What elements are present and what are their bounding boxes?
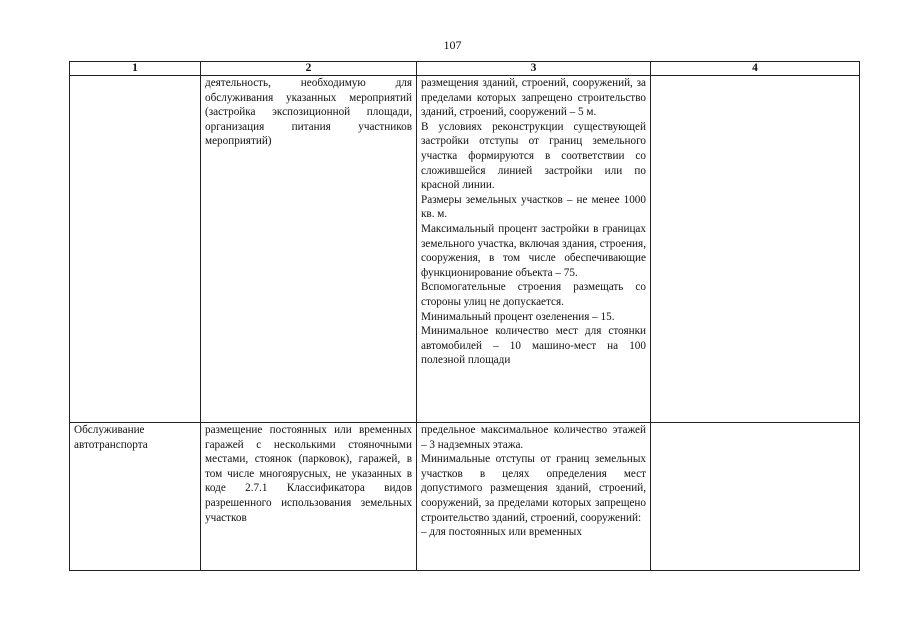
column-header: 2 [201, 62, 417, 76]
table-header-row [70, 62, 860, 76]
table-row [70, 423, 860, 571]
parameter-paragraph: Минимальные отступы от границ земельных участков в целях определения мест допустимого размещения зданий, строений, сооружений, за пределами которых запрещено строительство зданий, строений, сооружений: [421, 453, 646, 524]
column-header: 3 [417, 62, 651, 76]
parameter-paragraph: размещения зданий, строений, сооружений, за пределами которых запрещено строительство зданий, строений, сооружений – 5 м. [421, 77, 646, 119]
table-cell-notes [651, 423, 860, 571]
table-cell-description: деятельность, необходимую для обслуживания указанных мероприятий (застройка экспозиционной площади, организация питания участников мероприятий) [201, 76, 417, 423]
parameter-paragraph: предельное максимальное количество этажей – 3 надземных этажа. [421, 424, 646, 451]
table-cell-description: размещение постоянных или временных гаражей с несколькими стояночными местами, стоянок (парковок), гаражей, в том числе многоярусных, не указанных в коде 2.7.1 Классификатора видов разрешенного использования земельных участков [201, 423, 417, 571]
zoning-table [69, 61, 860, 571]
table-cell-parameters [417, 76, 651, 423]
column-header: 4 [651, 62, 860, 76]
table-cell-use-name [70, 76, 201, 423]
table-cell-notes [651, 76, 860, 423]
parameter-paragraph: Максимальный процент застройки в границах земельного участка, включая здания, строения, сооружения, в том числе обеспечивающие функционирование объекта – 75. [421, 222, 646, 279]
table-row [70, 76, 860, 423]
page-number: 107 [443, 38, 462, 52]
parameter-paragraph: Вспомогательные строения размещать со стороны улиц не допускается. [421, 281, 646, 308]
parameter-paragraph: В условиях реконструкции существующей застройки отступы от границ земельного участка формируются в соответствии со сложившейся линией застройки или по красной линии. [421, 120, 646, 192]
table-cell-parameters [417, 423, 651, 571]
parameter-paragraph: Размеры земельных участков – не менее 1000 кв. м. [421, 193, 646, 221]
table-cell-use-name: Обслуживание автотранспорта [70, 423, 201, 571]
parameter-paragraph: Минимальный процент озеленения – 15. [421, 310, 615, 323]
column-header: 1 [70, 62, 201, 76]
parameter-paragraph: Минимальное количество мест для стоянки автомобилей – 10 машино-мест на 100 полезной площади [421, 325, 646, 367]
parameter-paragraph: – для постоянных или временных [421, 526, 582, 539]
